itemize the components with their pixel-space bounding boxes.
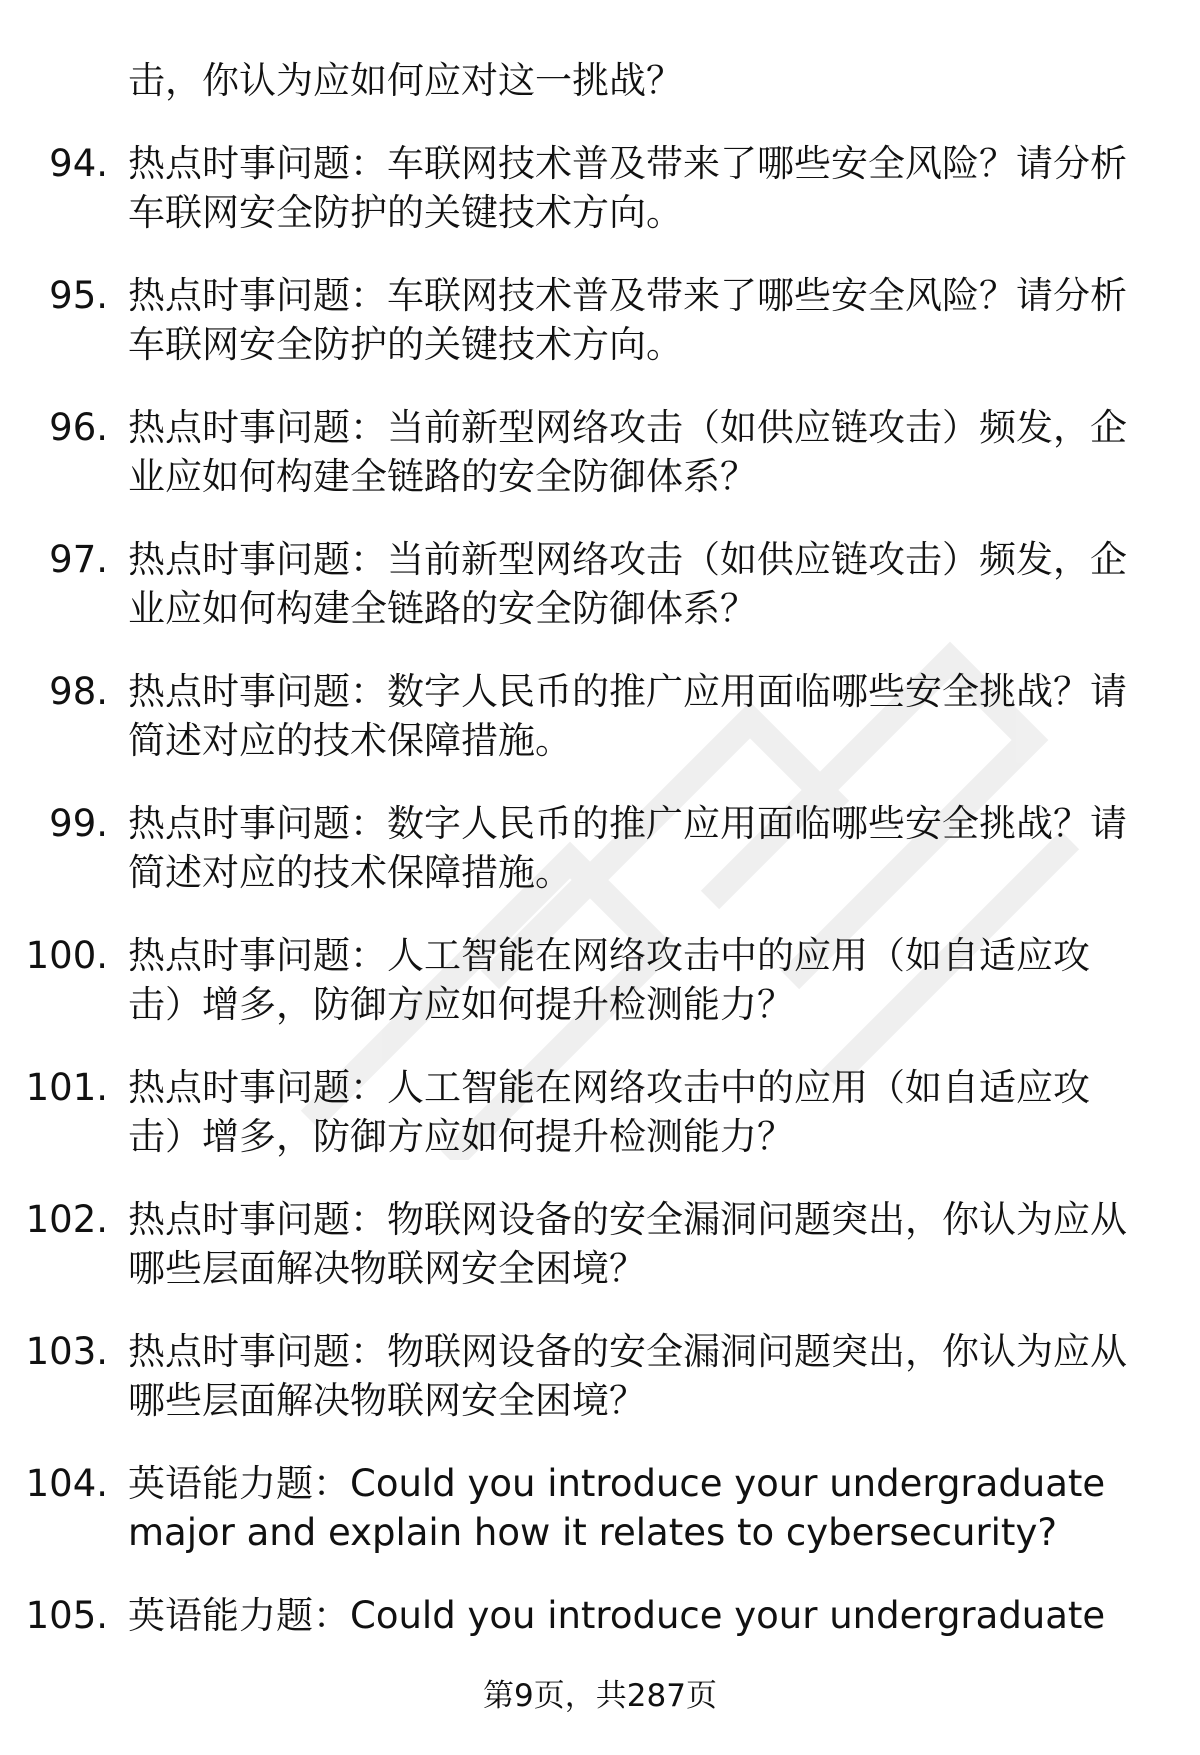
item-text: 热点时事问题：车联网技术普及带来了哪些安全风险？请分析车联网安全防护的关键技术方向。 [128,274,1127,366]
item-number: 97. [49,538,108,581]
item-number: 105. [25,1594,108,1637]
page-footer: 第9页，共287页 [483,1678,717,1714]
list-item [0,799,1200,897]
item-text: 热点时事问题：物联网设备的安全漏洞问题突出，你认为应从哪些层面解决物联网安全困境？ [128,1330,1127,1422]
item-text: 热点时事问题：人工智能在网络攻击中的应用（如自适应攻击）增多，防御方应如何提升检测能力？ [128,934,1090,1026]
item-text: 热点时事问题：数字人民币的推广应用面临哪些安全挑战？请简述对应的技术保障措施。 [128,802,1127,894]
item-number: 103. [25,1330,108,1373]
item-text: 热点时事问题：当前新型网络攻击（如供应链攻击）频发，企业应如何构建全链路的安全防御体系？ [128,406,1127,498]
item-number: 98. [49,670,108,713]
list-item [0,535,1200,633]
item-text: 英语能力题：Could you introduce your undergraduate [128,1594,1106,1637]
item-number: 95. [49,274,108,317]
list-item [0,139,1200,237]
list-item [0,667,1200,765]
item-number: 104. [25,1462,108,1505]
item-number: 101. [25,1066,108,1109]
item-text: 热点时事问题：数字人民币的推广应用面临哪些安全挑战？请简述对应的技术保障措施。 [128,670,1127,762]
document-body [0,56,1200,1674]
list-item [0,271,1200,369]
list-item [0,1591,1200,1640]
item-text: 热点时事问题：人工智能在网络攻击中的应用（如自适应攻击）增多，防御方应如何提升检测能力？ [128,1066,1090,1158]
item-text: 热点时事问题：物联网设备的安全漏洞问题突出，你认为应从哪些层面解决物联网安全困境？ [128,1198,1127,1290]
item-number: 102. [25,1198,108,1241]
item-text: 热点时事问题：车联网技术普及带来了哪些安全风险？请分析车联网安全防护的关键技术方向。 [128,142,1127,234]
list-item [0,931,1200,1029]
continuation-text: 击，你认为应如何应对这一挑战？ [128,59,683,102]
item-number: 99. [49,802,108,845]
list-item [0,1459,1200,1557]
item-number: 94. [49,142,108,185]
list-item [0,1327,1200,1425]
list-item [0,1063,1200,1161]
item-number: 96. [49,406,108,449]
list-item [0,403,1200,501]
item-number: 100. [25,934,108,977]
item-text: 英语能力题：Could you introduce your undergraduate major and explain how it relates to cybersecurity? [128,1462,1106,1554]
item-text: 热点时事问题：当前新型网络攻击（如供应链攻击）频发，企业应如何构建全链路的安全防御体系？ [128,538,1127,630]
list-item [0,1195,1200,1293]
